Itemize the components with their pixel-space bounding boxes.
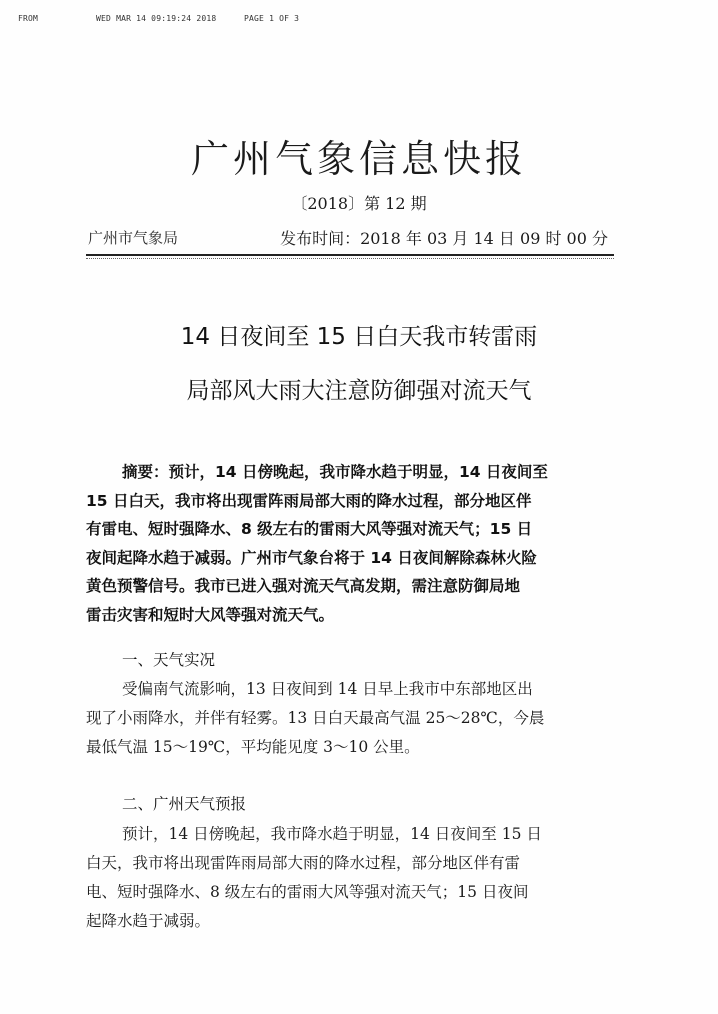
abstract-line: 15 日白天，我市将出现雷阵雨局部大雨的降水过程，部分地区伴 xyxy=(86,491,532,510)
fax-from: FROM xyxy=(18,14,39,23)
body-line: 现了小雨降水，并伴有轻雾。13 日白天最高气温 25～28℃，今晨 xyxy=(86,709,545,727)
abstract-line: 黄色预警信号。我市已进入强对流天气高发期，需注意防御局地 xyxy=(86,577,521,596)
body-line: 电、短时强降水、8 级左右的雷雨大风等强对流天气；15 日夜间 xyxy=(86,883,529,901)
issue-number: 〔2018〕第 12 期 xyxy=(291,194,427,213)
abstract-line: 摘要：预计，14 日傍晚起，我市降水趋于明显，14 日夜间至 xyxy=(122,463,548,481)
headline-line-1: 14 日夜间至 15 日白天我市转雷雨 xyxy=(180,324,538,350)
headline-line-2: 局部风大雨大注意防御强对流天气 xyxy=(186,378,532,404)
body-line: 预计，14 日傍晚起，我市降水趋于明显，14 日夜间至 15 日 xyxy=(122,825,542,843)
abstract-paragraph xyxy=(86,458,616,630)
masthead-divider xyxy=(86,254,614,256)
abstract-line: 雷击灾害和短时大风等强对流天气。 xyxy=(86,605,335,624)
section-heading-observations: 一、天气实况 xyxy=(122,651,216,669)
fax-datetime: WED MAR 14 09:19:24 2018 xyxy=(96,14,217,23)
abstract-line: 夜间起降水趋于减弱。广州市气象台将于 14 日夜间解除森林火险 xyxy=(86,548,537,567)
body-line: 起降水趋于减弱。 xyxy=(86,912,211,930)
section-heading-forecast: 二、广州天气预报 xyxy=(122,795,247,813)
body-line: 受偏南气流影响，13 日夜间到 14 日早上我市中东部地区出 xyxy=(122,680,533,698)
section-body-forecast xyxy=(86,820,616,936)
issuing-agency: 广州市气象局 xyxy=(88,229,179,247)
masthead-title: 广州气象信息快报 xyxy=(190,137,527,181)
issue-time: 发布时间：2018 年 03 月 14 日 09 时 00 分 xyxy=(280,229,608,248)
section-body-observations xyxy=(86,675,616,762)
body-line: 白天，我市将出现雷阵雨局部大雨的降水过程，部分地区伴有雷 xyxy=(86,854,521,872)
fax-page-indicator: PAGE 1 OF 3 xyxy=(244,14,300,23)
abstract-line: 有雷电、短时强降水、8 级左右的雷雨大风等强对流天气；15 日 xyxy=(86,520,533,539)
masthead-divider-dotted xyxy=(86,258,614,259)
body-line: 最低气温 15～19℃，平均能见度 3～10 公里。 xyxy=(86,738,420,756)
